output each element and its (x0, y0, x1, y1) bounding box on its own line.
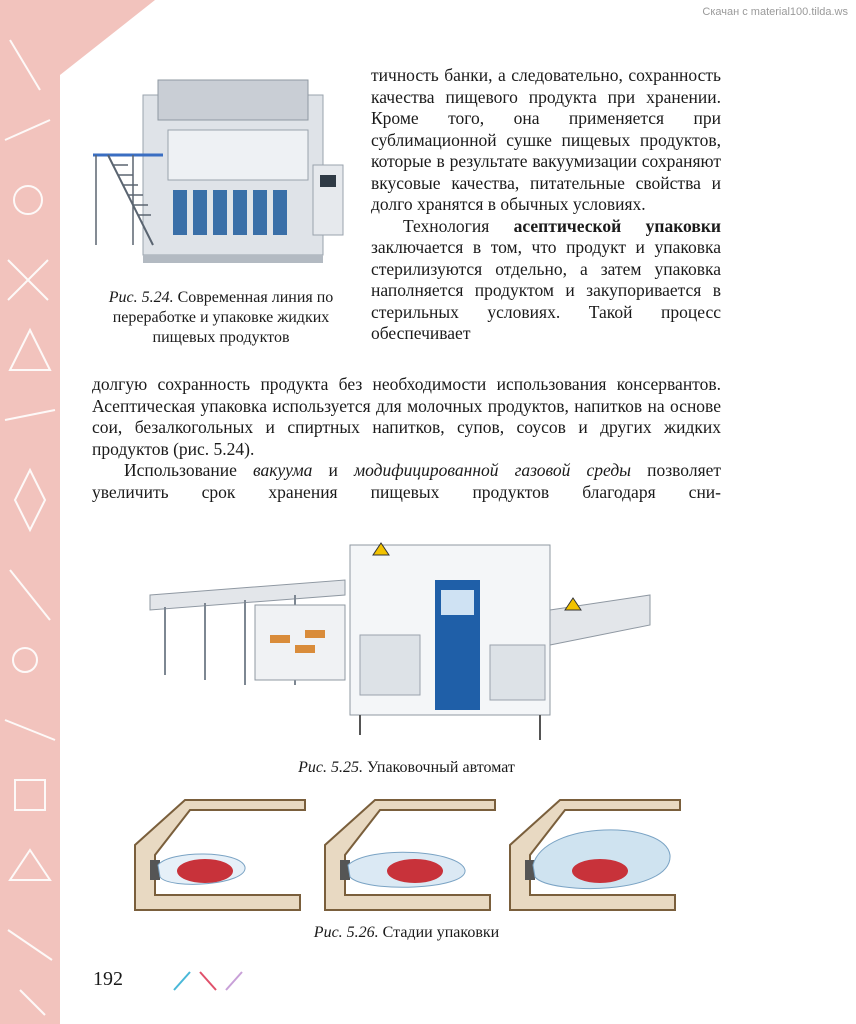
figure-packaging-machine (145, 535, 655, 750)
stage-1 (135, 800, 305, 910)
right-column-text (371, 65, 721, 345)
paragraph-3-b: и (328, 460, 338, 480)
full-width-text (92, 374, 721, 503)
page-number: 192 (93, 968, 123, 990)
figure-caption-text: Упаковочный автомат (366, 759, 515, 776)
paragraph-2-start: Технология (403, 215, 490, 236)
paragraph-3 (92, 460, 721, 503)
footer-decoration (170, 968, 260, 994)
figure-526-caption (92, 924, 721, 942)
corner-decoration (55, 0, 155, 75)
paragraph-3-a: Использование (124, 460, 237, 480)
bold-term: асептической упаковки (513, 215, 721, 236)
paragraph-2-mid: заключается в том, что продукт и упаковка стерилизуются отдельно, а затем упаковка наполняется продуктом и закупоривается в стерильных условиях. Такой процесс обеспечивает (371, 237, 721, 343)
figure-label: Рис. 5.25. (298, 759, 363, 776)
paragraph-3-c: позволяет увеличить срок хранения пищевых продуктов благодаря сни- (92, 460, 722, 502)
figure-processing-line (88, 70, 358, 280)
figure-caption-text: Современная линия по переработке и упаковке жидких пищевых продуктов (112, 289, 334, 346)
figure-label: Рис. 5.26. (313, 924, 379, 941)
watermark: Скачан с material100.tilda.ws (702, 6, 848, 18)
sidebar-pattern (0, 0, 60, 1024)
stage-3 (510, 800, 680, 910)
figure-label: Рис. 5.24. (108, 289, 174, 306)
italic-term-vacuum: вакуума (252, 460, 313, 480)
stage-2 (325, 800, 495, 910)
figure-524-caption (92, 288, 350, 348)
italic-term-gas: модифицированной газовой среды (353, 460, 632, 480)
figure-525-caption (92, 759, 721, 777)
figure-caption-text: Стадии упаковки (382, 924, 500, 941)
paragraph-2 (371, 216, 721, 345)
decorative-sidebar (0, 0, 60, 1024)
paragraph-2-continued: долгую сохранность продукта без необходимости использования консервантов. Асептическая упаковка используется для молочных продуктов, напитков на основе сои, безалкогольных и спиртных напитков, супов, соусов и других жидких продуктов (рис. 5.24). (92, 374, 721, 459)
figure-packaging-stages (130, 795, 690, 915)
paragraph-1: тичность банки, а следовательно, сохранность качества пищевого продукта при хранении. Кроме того, она применяется при сублимационной сушке пищевых продуктов, которые в результате вакуумизации сохраняют вкусовые качества, питательные свойства и долго хранятся в обычных условиях. (371, 65, 721, 214)
